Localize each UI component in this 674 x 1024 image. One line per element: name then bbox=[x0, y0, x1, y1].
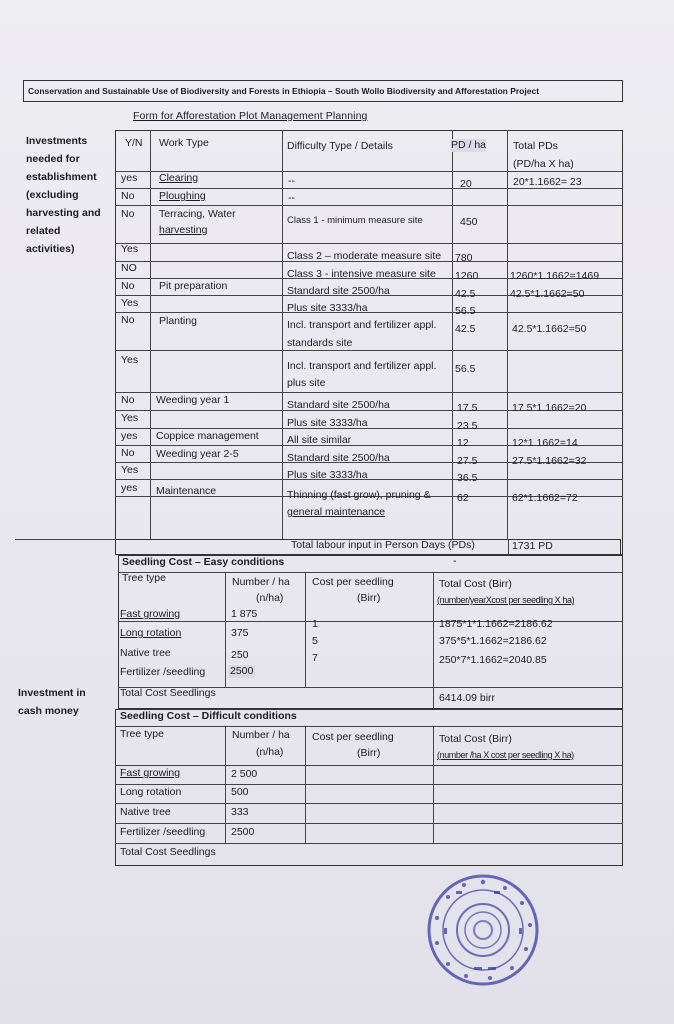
total-labour-value: 1731 PD bbox=[512, 540, 553, 552]
easy-total-label: Total Cost Seedlings bbox=[120, 687, 216, 699]
easy-title: Seedling Cost – Easy conditions bbox=[122, 556, 285, 568]
easy-dash: - bbox=[453, 555, 457, 567]
easy-col-total-formula: (number/yearXcost per seedling X ha) bbox=[437, 595, 575, 605]
easy-total-value: 6414.09 birr bbox=[439, 692, 496, 704]
difficult-col-number-unit: (n/ha) bbox=[256, 746, 284, 758]
investments-label: Investments needed for establishment (excluding harvesting and related activities) bbox=[26, 135, 101, 255]
difficult-col-number: Number / ha bbox=[232, 729, 290, 741]
official-seal-stamp bbox=[426, 873, 540, 987]
easy-col-total: Total Cost (Birr) bbox=[439, 578, 512, 590]
total-labour-label: Total labour input in Person Days (PDs) bbox=[291, 539, 475, 551]
difficult-total-label: Total Cost Seedlings bbox=[120, 846, 216, 858]
col-total-pds: Total PDs bbox=[513, 140, 558, 152]
col-pd-ha: PD / ha bbox=[451, 139, 487, 151]
easy-col-number-unit: (n/ha) bbox=[256, 592, 284, 604]
difficult-col-total-formula: (number /ha X cost per seedling X ha) bbox=[437, 750, 574, 760]
difficult-col-cost-unit: (Birr) bbox=[357, 747, 381, 759]
investment-cash-label: Investment in cash money bbox=[18, 687, 86, 717]
difficult-col-tree: Tree type bbox=[120, 728, 164, 740]
easy-col-cost-unit: (Birr) bbox=[357, 592, 381, 604]
easy-col-number: Number / ha bbox=[232, 576, 290, 588]
col-yn: Y/N bbox=[125, 137, 143, 149]
difficult-title: Seedling Cost – Difficult conditions bbox=[120, 710, 297, 722]
left-divider bbox=[15, 539, 115, 540]
col-work-type: Work Type bbox=[159, 137, 209, 149]
col-total-pds-formula: (PD/ha X ha) bbox=[513, 158, 574, 170]
difficult-col-cost: Cost per seedling bbox=[312, 731, 394, 743]
afforestation-form: Conservation and Sustainable Use of Biodiversity and Forests in Ethiopia – South Wollo Biodiversity and Afforestation Project Form for Afforestation Plot Management Planning Investments needed for establishment (excluding harvesting and related activities) Investment in cash money Y/N Work Type Difficulty Type / Details PD / ha Total PDs (PD/ha X ha) yes Clearing -- 20 20*1.1662= 23 No Ploughing -- No Terracing, Water harvesting Class 1 - minimum measure site 450 Yes Class 2 – moderate measure site 780 NO Class 3 - intensive measure site 1260 1260*1.1662=1469 No Pit preparation Standard site 2500/ha 42.5 42.5*1.1662=50 Yes Plus site 3333/ha 56.5 No Planting Incl. transport and fertilizer appl. standards site 42.5 42.5*1.1662=50 Yes Incl. transport and fertilizer appl. plus site 56.5 No Weeding year 1 Standard site 2500/ha 17.5 17.5*1.1662=20 Yes Plus site 3333/ha 23.5 yes Coppice management All site similar 12 12*1.1662=14 No Weeding year 2-5 Standard site 2500/ha 27.5 27.5*1.1662=32 Yes Plus site 3333/ha 36.5 yes Maintenance Thinning (fast grow), pruning & general maintenance 62 62*1.1662=72 Total labour input in Person Days (PDs) 1731 PD Seedling Cost – Easy conditions - Tree type Number / ha (n/ha) Cost per seedling (Birr) Total Cost (Birr) (number/yearXcost per seedling X ha) Fast growing 1 875 1 1875*1*1.1662=2186.62 Long rotation 375 5 375*5*1.1662=2186.62 Native tree 250 7 250*7*1.1662=2040.85 Fertilizer /seedling 2500 Total Cost Seedlings 6414.09 birr Seedling Cost – Difficult conditions Tree type Number / ha (n/ha) Cost per seedling (Birr) Total Cost (Birr) (number /ha X cost per seedling X ha) Fast growing 2 500 Long rotation 500 Native tree 333 Fertilizer /seedling 2500 Total Cost Seedlings bbox=[15, 78, 623, 865]
easy-col-cost: Cost per seedling bbox=[312, 576, 394, 588]
form-title: Form for Afforestation Plot Management Planning bbox=[133, 110, 368, 122]
easy-col-tree: Tree type bbox=[122, 572, 166, 584]
col-difficulty: Difficulty Type / Details bbox=[287, 140, 393, 152]
project-header: Conservation and Sustainable Use of Biodiversity and Forests in Ethiopia – South Wollo Biodiversity and Afforestation Project bbox=[23, 80, 623, 102]
difficult-col-total: Total Cost (Birr) bbox=[439, 733, 512, 745]
